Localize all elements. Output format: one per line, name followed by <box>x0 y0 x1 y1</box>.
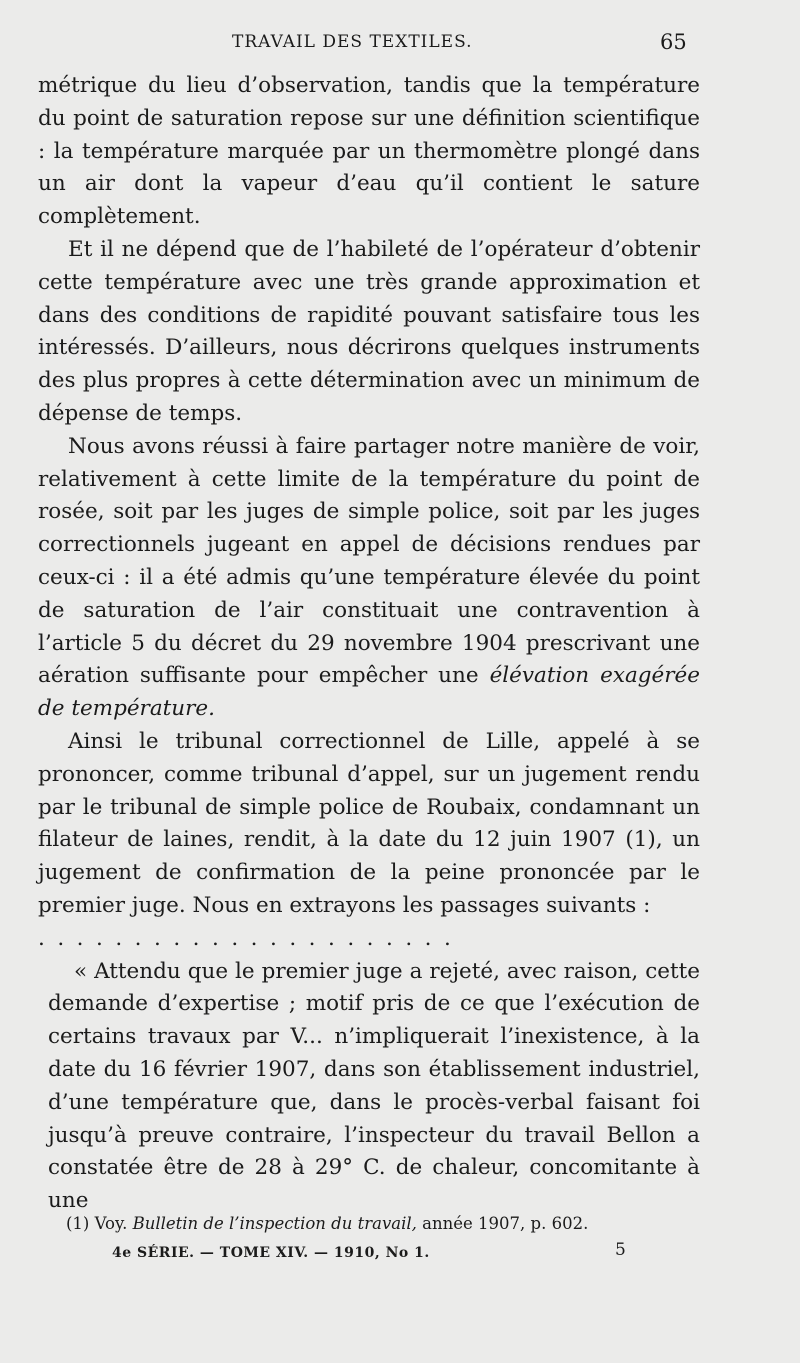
ellipsis-line: ...................... <box>38 925 464 951</box>
paragraph-2: Et il ne dépend que de l’habileté de l’opérateur d’obtenir cette température avec une très grande approximation et dans des conditions de rapidité pouvant satisfaire tous les intéressés. D’ailleurs, nous décrirons quelques instruments des plus propres à cette détermination avec un minimum de dépense de temps. <box>38 236 700 426</box>
paragraph-3 <box>38 431 700 726</box>
paragraph-1: métrique du lieu d’observation, tandis que la température du point de saturation repose sur une définition scientifique : la température marquée par un thermomètre plongé dans un air dont la vapeur d’eau qu’il contient le sature complètement. <box>38 73 700 230</box>
body-text <box>38 70 700 1218</box>
page-number: 65 <box>660 30 687 54</box>
signature-line: 4e SÉRIE. — TOME XIV. — 1910, No 1. <box>112 1245 430 1261</box>
page-header <box>0 32 800 58</box>
quoted-paragraph: « Attendu que le premier juge a rejeté, avec raison, cette demande d’expertise ; motif pris de ce que l’exécution de certains travaux par V... n’impliquerait l’inexistence, à la date du 16 février 1907, dans son établissement industriel, d’une température que, dans le procès-verbal faisant foi jusqu’à preuve contraire, l’inspecteur du travail Bellon a constatée être de 28 à 29° C. de chaleur, concomitante à une <box>48 958 700 1214</box>
paragraph-3-text: Nous avons réussi à faire partager notre manière de voir, relativement à cette limite de la température du point de rosée, soit par les juges de simple police, soit par les juges correctionnels jugeant en appel de décisions rendues par ceux-ci : il a été admis qu’une température élevée du point de saturation de l’air constituait une contravention à l’article 5 du décret du 29 novembre 1904 prescrivant une aération suffisante pour empêcher une <box>38 433 700 689</box>
paragraph-3-italic: élévation exagérée de température. <box>38 663 700 722</box>
footnote-title: Bulletin de l’inspection du travail, <box>132 1214 417 1233</box>
paragraph-4: Ainsi le tribunal correctionnel de Lille, appelé à se prononcer, comme tribunal d’appel, sur un jugement rendu par le tribunal de simple police de Roubaix, condamnant un filateur de laines, rendit, à la date du 12 juin 1907 (1), un jugement de confirmation de la peine prononcée par le premier juge. Nous en extrayons les passages suivants : <box>38 728 700 918</box>
footnote-rest: année 1907, p. 602. <box>422 1214 589 1233</box>
running-title: TRAVAIL DES TEXTILES. <box>232 32 473 52</box>
footnote-marker: (1) Voy. <box>66 1214 128 1233</box>
signature-mark: 5 <box>615 1240 626 1260</box>
footnote <box>66 1214 706 1233</box>
